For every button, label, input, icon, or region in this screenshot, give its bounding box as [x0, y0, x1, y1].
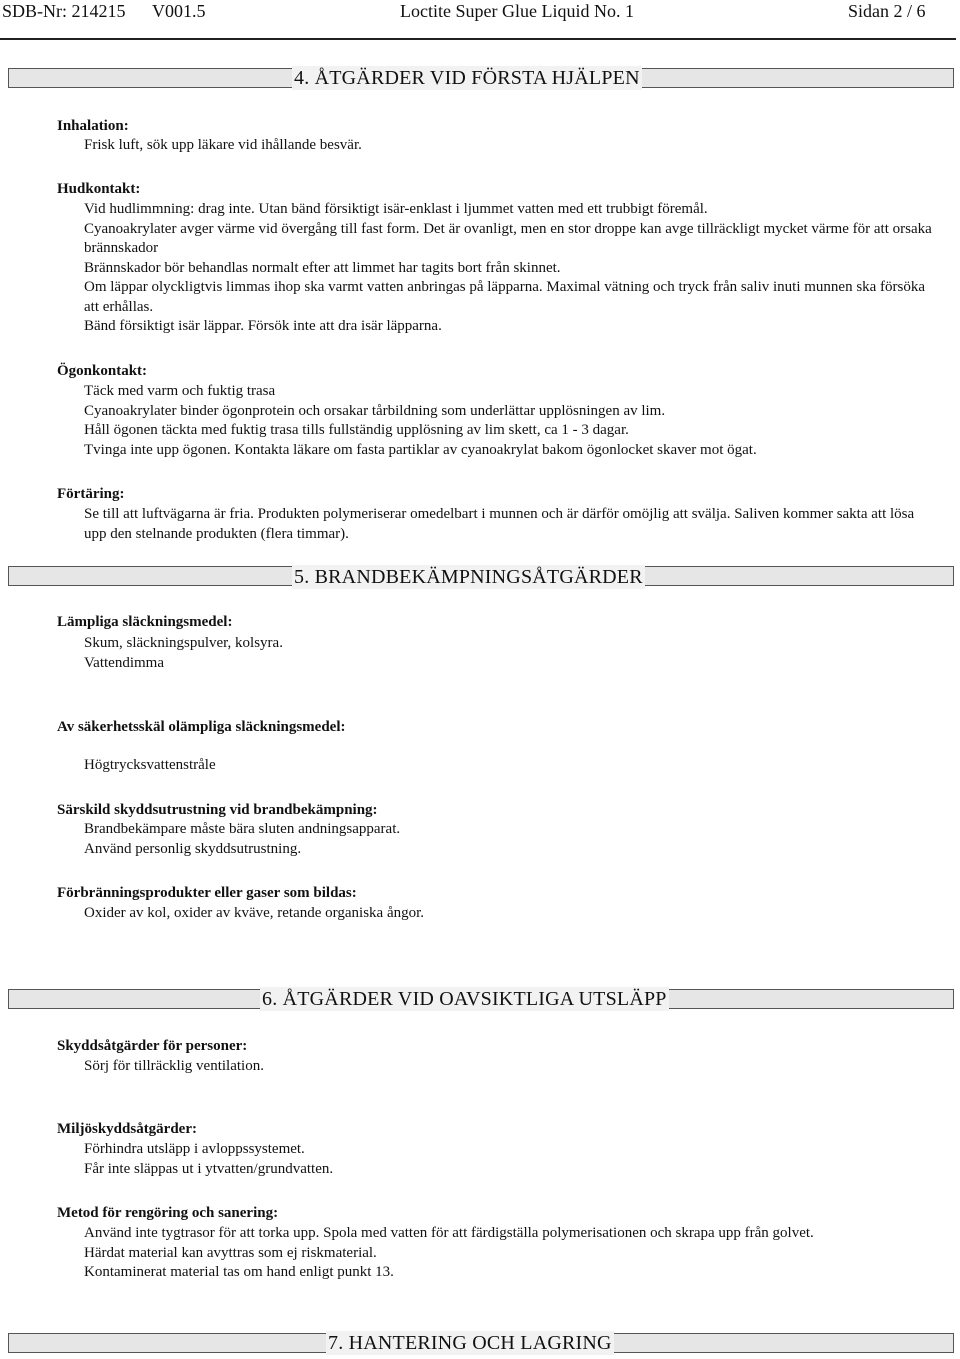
personal-line: Sörj för tillräcklig ventilation. — [84, 1058, 264, 1074]
eye-contact-text — [84, 382, 934, 460]
skin-line: Bänd försiktigt isär läppar. Försök inte att dra isär läpparna. — [84, 318, 442, 334]
section-4-title: 4. ÅTGÄRDER VID FÖRSTA HJÄLPEN — [294, 67, 640, 89]
section-7-title: 7. HANTERING OCH LAGRING — [328, 1332, 612, 1354]
suitable-line: Skum, släckningspulver, kolsyra. — [84, 635, 283, 651]
eye-line: Cyanoakrylater binder ögonprotein och orsakar tårbildning som underlättar upplösningen av lim. — [84, 402, 666, 419]
inhalation-text — [84, 136, 934, 156]
eye-line: Tvinga inte upp ögonen. Kontakta läkare om fasta partiklar av cyanoakrylat bakom ögonlocket skaver mot ögat. — [84, 441, 757, 458]
skin-line: Vid hudlimmning: drag inte. Utan bänd försiktigt isär-enklast i ljummet vatten med ett trubbigt föremål. — [84, 201, 708, 217]
personal-precautions-label: Skyddsåtgärder för personer: — [57, 1038, 248, 1054]
skin-line: Cyanoakrylater avger värme vid övergång till fast form. Det är ovanligt, men en stor droppe kan avge tillräckligt mycket värme för att orsaka brännskador — [84, 220, 932, 256]
unsuitable-extinguishing-label: Av säkerhetsskäl olämpliga släckningsmedel: — [57, 719, 346, 735]
equipment-line: Brandbekämpare måste bära sluten andningsapparat. — [84, 821, 401, 837]
firefighting-equipment-text — [84, 820, 934, 859]
ingestion-line: Se till att luftvägarna är fria. Produkten polymeriserar omedelbart i munnen och är därför omöjlig att svälja. Saliven kommer sakta att lösa upp den stelnande produkten (flera timmar). — [84, 506, 915, 542]
equipment-line: Använd personlig skyddsutrustning. — [84, 840, 302, 857]
cleanup-line: Härdat material kan avyttras som ej riskmaterial. — [84, 1244, 377, 1261]
eye-contact-label: Ögonkontakt: — [57, 363, 148, 379]
suitable-line: Vattendimma — [84, 654, 164, 671]
skin-line: Brännskador bör behandlas normalt efter att limmet har tagits bort från skinnet. — [84, 259, 561, 276]
document-header — [0, 0, 960, 42]
skin-contact-text — [84, 200, 934, 337]
header-divider — [0, 38, 956, 40]
eye-line: Håll ögonen täckta med fuktig trasa tills fullständig upplösning av lim skett, ca 1 - 3 dagar. — [84, 422, 629, 438]
suitable-extinguishing-label: Lämpliga släckningsmedel: — [57, 614, 233, 630]
cleanup-line: Kontaminerat material tas om hand enligt punkt 13. — [84, 1264, 394, 1280]
inhalation-label: Inhalation: — [57, 118, 129, 134]
firefighting-equipment-label: Särskild skyddsutrustning vid brandbekämpning: — [57, 802, 378, 818]
section-6-title: 6. ÅTGÄRDER VID OAVSIKTLIGA UTSLÄPP — [262, 988, 667, 1010]
doc-version: V001.5 — [152, 1, 206, 21]
doc-number: SDB-Nr: 214215 — [2, 1, 126, 21]
environment-line: Förhindra utsläpp i avloppssystemet. — [84, 1141, 305, 1157]
cleanup-method-label: Metod för rengöring och sanering: — [57, 1205, 279, 1221]
environment-line: Får inte släppas ut i ytvatten/grundvatten. — [84, 1160, 334, 1177]
cleanup-method-text — [84, 1224, 934, 1283]
section-5-title: 5. BRANDBEKÄMPNINGSÅTGÄRDER — [294, 566, 643, 588]
ingestion-text — [84, 505, 934, 544]
page-number: Sidan 2 / 6 — [848, 1, 926, 21]
suitable-extinguishing-text — [84, 634, 934, 673]
combustion-line: Oxider av kol, oxider av kväve, retande organiska ångor. — [84, 905, 425, 921]
skin-contact-label: Hudkontakt: — [57, 181, 141, 197]
personal-precautions-text — [84, 1057, 934, 1077]
ingestion-label: Förtäring: — [57, 486, 125, 502]
skin-line: Om läppar olyckligtvis limmas ihop ska varmt vatten anbringas på läpparna. Maximal vätning och tryck från saliv inuti munnen ska försöka att erhållas. — [84, 279, 926, 315]
product-name: Loctite Super Glue Liquid No. 1 — [400, 1, 634, 21]
eye-line: Täck med varm och fuktig trasa — [84, 383, 276, 399]
environmental-precautions-label: Miljöskyddsåtgärder: — [57, 1121, 197, 1137]
environmental-precautions-text — [84, 1140, 934, 1179]
inhalation-line: Frisk luft, sök upp läkare vid ihållande besvär. — [84, 137, 362, 153]
unsuitable-line: Högtrycksvattenstråle — [84, 757, 216, 773]
combustion-products-text — [84, 904, 934, 924]
unsuitable-extinguishing-text — [84, 756, 934, 776]
cleanup-line: Använd inte tygtrasor för att torka upp. Spola med vatten för att färdigställa polymerisationen och skrapa upp från golvet. — [84, 1225, 814, 1241]
combustion-products-label: Förbränningsprodukter eller gaser som bildas: — [57, 885, 357, 901]
